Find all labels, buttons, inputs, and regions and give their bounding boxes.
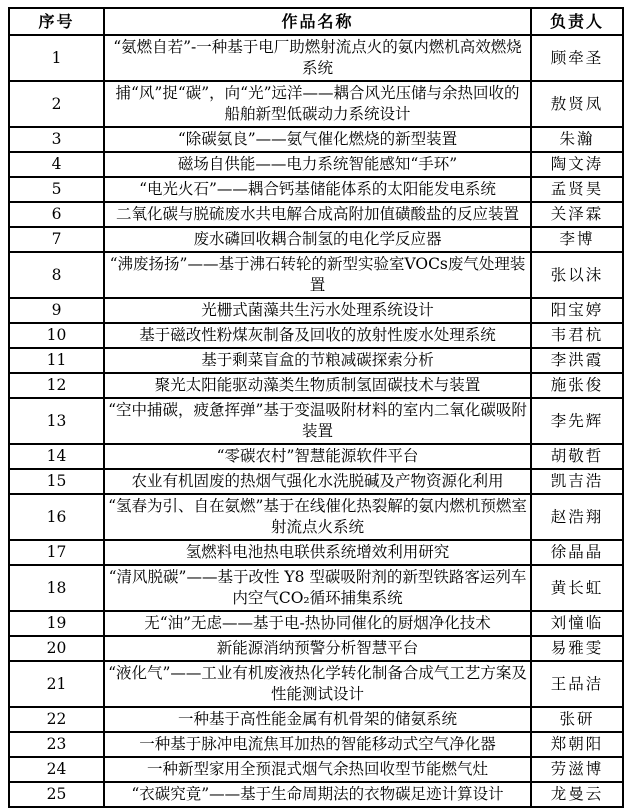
table-row <box>9 252 623 298</box>
leader-cell: 张研 <box>531 707 623 732</box>
header-leader: 负责人 <box>531 8 623 35</box>
row-number-cell: 16 <box>9 494 104 540</box>
leader-cell: 李博 <box>531 227 623 252</box>
table-row <box>9 298 623 323</box>
row-number-cell: 17 <box>9 540 104 565</box>
table-row <box>9 469 623 494</box>
work-title-cell: 一种新型家用全预混式烟气余热回收型节能燃气灶 <box>104 757 531 782</box>
leader-cell: 郑朝阳 <box>531 732 623 757</box>
leader-cell: 易雅雯 <box>531 636 623 661</box>
row-number-cell: 25 <box>9 782 104 807</box>
table-row <box>9 348 623 373</box>
work-title-cell: “氢春为引、自在氨燃”基于在线催化热裂解的氨内燃机预燃室射流点火系统 <box>104 494 531 540</box>
header-work-title: 作品名称 <box>104 8 531 35</box>
table-row <box>9 732 623 757</box>
leader-cell: 刘憧临 <box>531 611 623 636</box>
leader-cell: 顾牵圣 <box>531 35 623 81</box>
row-number-cell: 1 <box>9 35 104 81</box>
works-table <box>8 7 624 808</box>
work-title-cell: “空中捕碳，疲惫挥弹”基于变温吸附材料的室内二氧化碳吸附装置 <box>104 398 531 444</box>
work-title-cell: 基于磁改性粉煤灰制备及回收的放射性废水处理系统 <box>104 323 531 348</box>
leader-cell: 赵浩翔 <box>531 494 623 540</box>
work-title-cell: “液化气”——工业有机废液热化学转化制备合成气工艺方案及性能测试设计 <box>104 661 531 707</box>
row-number-cell: 14 <box>9 444 104 469</box>
table-body <box>9 35 623 807</box>
table-row <box>9 636 623 661</box>
table-row <box>9 444 623 469</box>
leader-cell: 龙曼云 <box>531 782 623 807</box>
work-title-cell: 无“油”无虑——基于电-热协同催化的厨烟净化技术 <box>104 611 531 636</box>
work-title-cell: 农业有机固废的热烟气强化水洗脱碱及产物资源化利用 <box>104 469 531 494</box>
work-title-cell: “沸废扬扬”——基于沸石转轮的新型实验室VOCs废气处理装置 <box>104 252 531 298</box>
work-title-cell: 废水磷回收耦合制氢的电化学反应器 <box>104 227 531 252</box>
work-title-cell: 磁场自供能——电力系统智能感知“手环” <box>104 152 531 177</box>
leader-cell: 韦君杭 <box>531 323 623 348</box>
row-number-cell: 22 <box>9 707 104 732</box>
work-title-cell: 一种基于脉冲电流焦耳加热的智能移动式空气净化器 <box>104 732 531 757</box>
work-title-cell: “除碳氨良”——氨气催化燃烧的新型装置 <box>104 127 531 152</box>
table-row <box>9 494 623 540</box>
table-row <box>9 565 623 611</box>
work-title-cell: 基于剩菜盲盒的节粮减碳探索分析 <box>104 348 531 373</box>
table-row <box>9 707 623 732</box>
table-row <box>9 227 623 252</box>
work-title-cell: “氨燃自若”-一种基于电厂助燃射流点火的氨内燃机高效燃烧系统 <box>104 35 531 81</box>
table-row <box>9 323 623 348</box>
work-title-cell: “衣碳究竟”——基于生命周期法的衣物碳足迹计算设计 <box>104 782 531 807</box>
work-title-cell: 氢燃料电池热电联供系统增效利用研究 <box>104 540 531 565</box>
work-title-cell: 一种基于高性能金属有机骨架的储氨系统 <box>104 707 531 732</box>
leader-cell: 孟贤昊 <box>531 177 623 202</box>
leader-cell: 李洪霞 <box>531 348 623 373</box>
table-row <box>9 661 623 707</box>
leader-cell: 阳宝婷 <box>531 298 623 323</box>
leader-cell: 徐晶晶 <box>531 540 623 565</box>
table-row <box>9 373 623 398</box>
row-number-cell: 4 <box>9 152 104 177</box>
row-number-cell: 15 <box>9 469 104 494</box>
table-row <box>9 35 623 81</box>
work-title-cell: 捕“风”捉“碳”，向“光”远洋——耦合风光压储与余热回收的船舶新型低碳动力系统设计 <box>104 81 531 127</box>
work-title-cell: “清风脱碳”——基于改性 Y8 型碳吸附剂的新型铁路客运列车内空气CO₂循环捕集系统 <box>104 565 531 611</box>
table-row <box>9 127 623 152</box>
table-header-row <box>9 8 623 35</box>
row-number-cell: 18 <box>9 565 104 611</box>
work-title-cell: “电光火石”——耦合钙基储能体系的太阳能发电系统 <box>104 177 531 202</box>
row-number-cell: 8 <box>9 252 104 298</box>
leader-cell: 朱瀚 <box>531 127 623 152</box>
row-number-cell: 24 <box>9 757 104 782</box>
leader-cell: 李先辉 <box>531 398 623 444</box>
work-title-cell: 新能源消纳预警分析智慧平台 <box>104 636 531 661</box>
row-number-cell: 13 <box>9 398 104 444</box>
row-number-cell: 23 <box>9 732 104 757</box>
row-number-cell: 3 <box>9 127 104 152</box>
row-number-cell: 19 <box>9 611 104 636</box>
work-title-cell: “零碳农村”智慧能源软件平台 <box>104 444 531 469</box>
leader-cell: 劳滋博 <box>531 757 623 782</box>
row-number-cell: 21 <box>9 661 104 707</box>
leader-cell: 黄长虹 <box>531 565 623 611</box>
row-number-cell: 2 <box>9 81 104 127</box>
table-row <box>9 757 623 782</box>
leader-cell: 陶文涛 <box>531 152 623 177</box>
row-number-cell: 9 <box>9 298 104 323</box>
leader-cell: 敖贤凤 <box>531 81 623 127</box>
row-number-cell: 5 <box>9 177 104 202</box>
row-number-cell: 12 <box>9 373 104 398</box>
table-row <box>9 152 623 177</box>
leader-cell: 王品洁 <box>531 661 623 707</box>
table-row <box>9 398 623 444</box>
work-title-cell: 光栅式菌藻共生污水处理系统设计 <box>104 298 531 323</box>
row-number-cell: 20 <box>9 636 104 661</box>
table-row <box>9 540 623 565</box>
row-number-cell: 11 <box>9 348 104 373</box>
leader-cell: 施张俊 <box>531 373 623 398</box>
table-row <box>9 202 623 227</box>
leader-cell: 凯吉浩 <box>531 469 623 494</box>
work-title-cell: 二氧化碳与脱硫废水共电解合成高附加值磺酸盐的反应装置 <box>104 202 531 227</box>
leader-cell: 关泽霖 <box>531 202 623 227</box>
leader-cell: 胡敬哲 <box>531 444 623 469</box>
table-row <box>9 782 623 807</box>
header-number: 序号 <box>9 8 104 35</box>
row-number-cell: 6 <box>9 202 104 227</box>
table-row <box>9 177 623 202</box>
row-number-cell: 10 <box>9 323 104 348</box>
row-number-cell: 7 <box>9 227 104 252</box>
leader-cell: 张以沫 <box>531 252 623 298</box>
work-title-cell: 聚光太阳能驱动藻类生物质制氢固碳技术与装置 <box>104 373 531 398</box>
table-row <box>9 81 623 127</box>
table-row <box>9 611 623 636</box>
